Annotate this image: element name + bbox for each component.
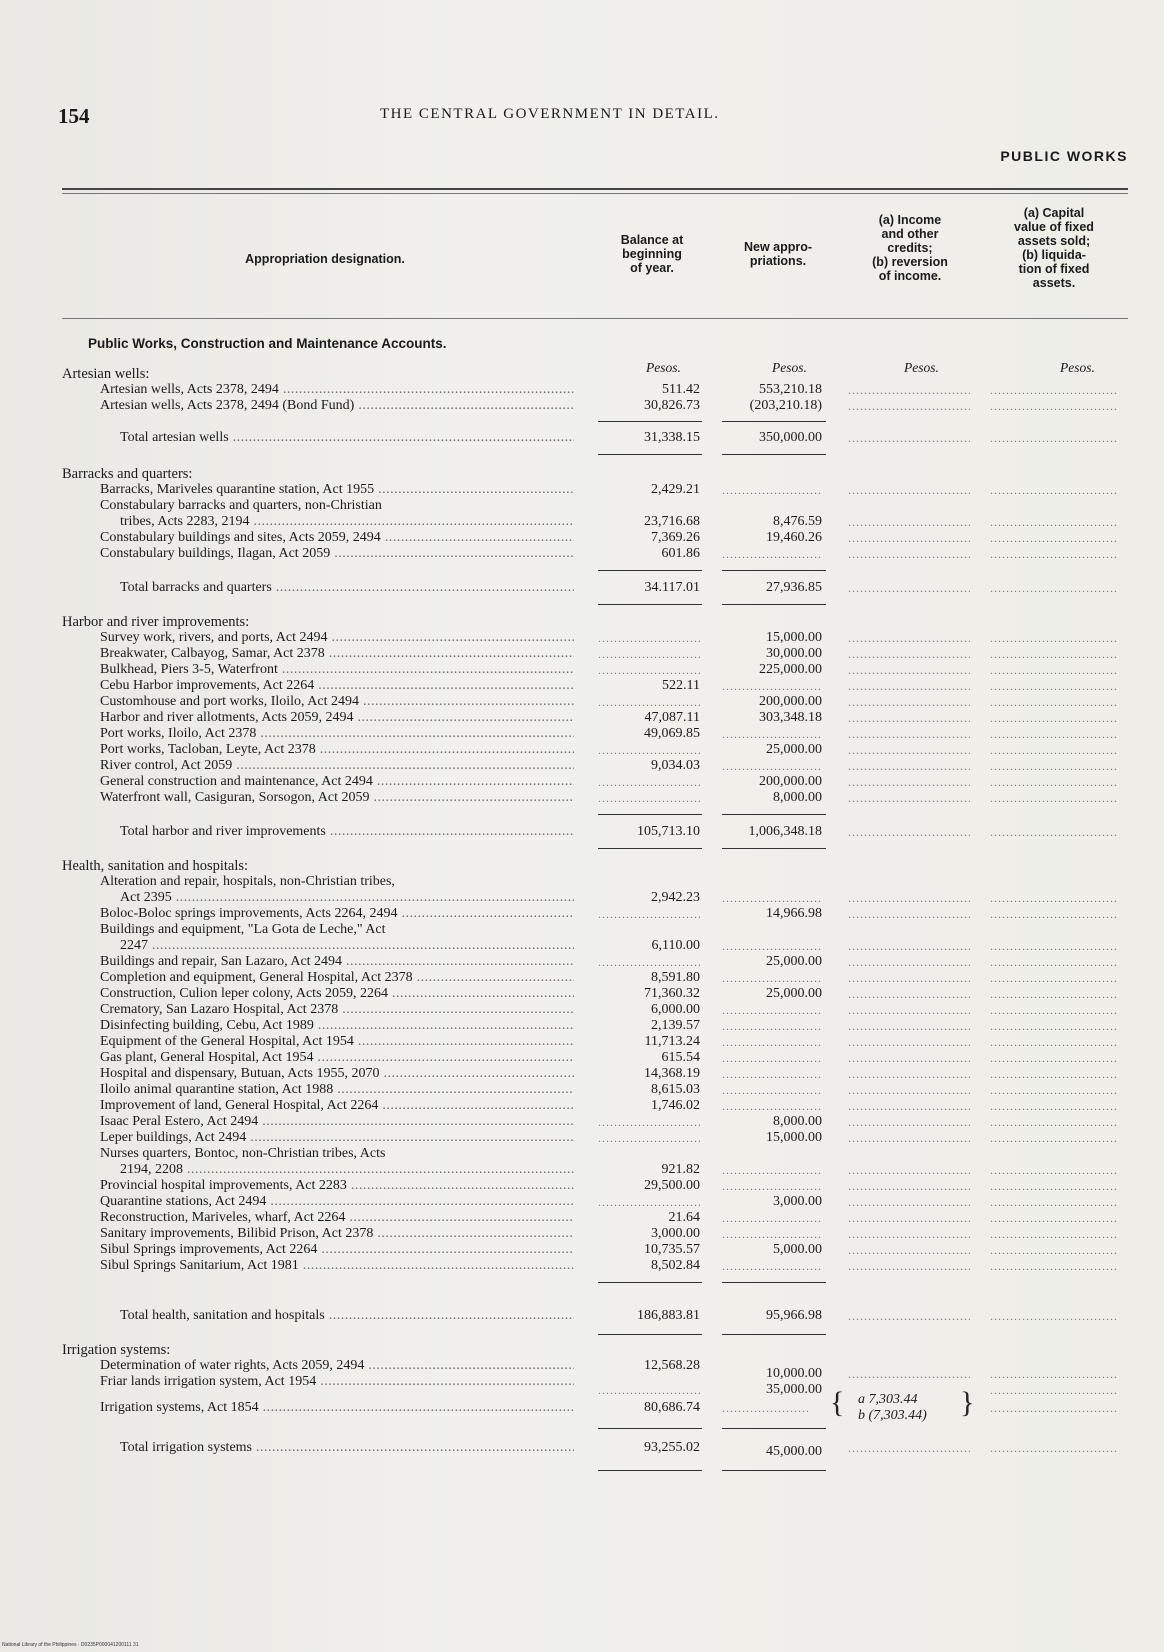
row-balance: 1,746.02 [651,1098,700,1113]
row-new-empty [722,1178,822,1194]
row-new: 25,000.00 [766,954,822,969]
row-label: Artesian wells, Acts 2378, 2494 (Bond Fund) ..... [100,398,574,413]
row-capital-empty [990,1002,1118,1018]
row-capital-empty [990,1130,1118,1146]
total-capital-empty [990,430,1118,446]
total-label: Total harbor and river improvements ..... [120,824,574,839]
sum-rule [598,1282,702,1283]
row-capital-empty [990,1210,1118,1226]
row-income-empty [848,646,970,662]
row-new: 200,000.00 [759,774,822,789]
group-title: Harbor and river improvements: [62,614,250,630]
row-capital-empty [990,382,1118,398]
row-capital-empty [990,546,1118,562]
row-capital-empty [990,938,1118,954]
row-label: Constabulary buildings, Ilagan, Act 2059 ..... [100,546,574,561]
row-label: Waterfront wall, Casiguran, Sorsogon, Act 2059 ..... [100,790,574,805]
row-income-empty [848,1242,970,1258]
row-balance-empty [598,1194,700,1210]
row-label: 2194, 2208 ..... [120,1162,574,1177]
row-balance: 511.42 [662,382,700,397]
header-capital-line: tion of fixed [1018,262,1090,276]
row-income-empty [848,1082,970,1098]
row-label: Buildings and repair, San Lazaro, Act 2494 ..... [100,954,574,969]
row-new: 553,210.18 [759,382,822,397]
row-capital-empty [990,662,1118,678]
row-balance-empty [598,662,700,678]
row-label: Irrigation systems, Act 1854 ..... [100,1400,574,1415]
row-new: 200,000.00 [759,694,822,709]
row-capital-empty [990,1226,1118,1242]
row-new-empty [722,1034,822,1050]
row-income-empty [848,1050,970,1066]
row-label: Sanitary improvements, Bilibid Prison, Act 2378 ..... [100,1226,574,1241]
row-capital-empty [990,1178,1118,1194]
running-title: THE CENTRAL GOVERNMENT IN DETAIL. [380,106,720,122]
row-label: Gas plant, General Hospital, Act 1954 ..... [100,1050,574,1065]
sum-rule [722,814,826,815]
row-label: Friar lands irrigation system, Act 1954 ..... [100,1374,574,1389]
row-label: Reconstruction, Mariveles, wharf, Act 2264 ..... [100,1210,574,1225]
row-balance-empty [598,694,700,710]
row-new: 10,000.00 [766,1366,822,1381]
total-balance: 186,883.81 [637,1308,700,1323]
row-balance: 601.86 [661,546,700,561]
row-capital-empty [990,1082,1118,1098]
row-capital-empty [990,1050,1118,1066]
header-capital-line: assets sold; [1017,234,1091,248]
header-top-rule [62,188,1128,190]
header-income-line: and other [881,227,939,241]
row-income-empty [848,1130,970,1146]
header-capital-line: value of fixed [1014,220,1094,234]
header-top-rule-thin [62,193,1128,194]
row-capital-empty [990,986,1118,1002]
row-balance-empty [598,774,700,790]
row-balance-empty [598,906,700,922]
row-new: 15,000.00 [766,1130,822,1145]
row-balance: 47,087.11 [644,710,700,725]
row-balance-empty [598,1114,700,1130]
row-balance-empty [598,954,700,970]
row-new-empty [722,1258,822,1274]
row-capital-empty [990,1194,1118,1210]
total-rule [722,1334,826,1335]
total-rule [722,454,826,455]
header-income-line: of income. [878,269,942,283]
row-capital-empty [990,1114,1118,1130]
row-label: Boloc-Boloc springs improvements, Acts 2264, 2494 ..... [100,906,574,921]
income-b: b (7,303.44) [858,1408,927,1423]
total-rule [598,848,702,849]
row-new: 8,476.59 [773,514,822,529]
row-label: Port works, Tacloban, Leyte, Act 2378 ..... [100,742,574,757]
row-label: River control, Act 2059 ..... [100,758,574,773]
row-income-empty [848,890,970,906]
row-balance-empty [598,646,700,662]
row-new-empty [722,1082,822,1098]
total-new: 45,000.00 [766,1444,822,1459]
header-balance-line: Balance at [620,233,684,247]
right-brace: } [960,1386,975,1419]
left-brace: { [830,1386,845,1419]
row-income-empty [848,938,970,954]
row-label: Hospital and dispensary, Butuan, Acts 1955, 2070 ..... [100,1066,574,1081]
row-balance: 6,110.00 [651,938,700,953]
header-new-line: New appro- [743,240,813,254]
row-balance: 11,713.24 [644,1034,700,1049]
row-label: Bulkhead, Piers 3-5, Waterfront ..... [100,662,574,677]
row-balance-empty [598,742,700,758]
row-new-empty [722,938,822,954]
row-income-empty [848,774,970,790]
row-income-empty [848,1066,970,1082]
row-balance: 3,000.00 [651,1226,700,1241]
header-capital-line: (a) Capital [1023,206,1085,220]
row-new-empty [722,726,822,742]
row-label: Breakwater, Calbayog, Samar, Act 2378 ..... [100,646,574,661]
row-label: Constabulary buildings and sites, Acts 2059, 2494 ..... [100,530,574,545]
row-income-empty [848,546,970,562]
scan-footer: National Library of the Philippines · D0235P000041200111 31 [2,1642,139,1648]
row-balance: 2,942.23 [651,890,700,905]
group-title: Artesian wells: [62,366,150,382]
row-label: Iloilo animal quarantine station, Act 1988 ..... [100,1082,574,1097]
row-balance: 80,686.74 [644,1400,700,1415]
row-label: Disinfecting building, Cebu, Act 1989 ..... [100,1018,574,1033]
row-balance: 2,139.57 [651,1018,700,1033]
row-income-empty [848,1194,970,1210]
row-balance: 29,500.00 [644,1178,700,1193]
total-new: 27,936.85 [766,580,822,595]
row-new-empty [722,546,822,562]
row-income-empty [848,630,970,646]
row-new: 5,000.00 [773,1242,822,1257]
row-balance: 7,369.26 [651,530,700,545]
row-capital-empty [990,482,1118,498]
row-balance-empty [598,630,700,646]
row-new: 14,966.98 [766,906,822,921]
row-label: tribes, Acts 2283, 2194 ..... [120,514,574,529]
total-balance: 93,255.02 [644,1440,700,1455]
total-label: Total artesian wells ..... [120,430,574,445]
total-label: Total barracks and quarters ..... [120,580,574,595]
row-label: Harbor and river allotments, Acts 2059, 2494 ..... [100,710,574,725]
row-capital-empty [990,514,1118,530]
header-capital-line: (b) liquida- [1022,248,1086,262]
header-new [726,240,830,268]
row-label: Quarantine stations, Act 2494 ..... [100,1194,574,1209]
total-income-empty [848,1440,970,1456]
row-label: Completion and equipment, General Hospital, Act 2378 ..... [100,970,574,985]
row-new: 30,000.00 [766,646,822,661]
row-capital-empty [990,726,1118,742]
total-rule [598,604,702,605]
group-title: Irrigation systems: [62,1342,171,1358]
sum-rule [598,1428,702,1429]
row-label: Act 2395 ..... [120,890,574,905]
row-income-empty [848,758,970,774]
row-capital-empty [990,890,1118,906]
total-capital-empty [990,1440,1118,1456]
unit-income: Pesos. [904,360,939,375]
total-income-empty [848,580,970,596]
row-income-empty [848,530,970,546]
row-capital-empty [990,906,1118,922]
row-label: Leper buildings, Act 2494 ..... [100,1130,574,1145]
row-new-empty [722,1162,822,1178]
header-bottom-rule [62,318,1128,319]
row-balance: 12,568.28 [644,1358,700,1373]
row-new-empty [722,1050,822,1066]
row-capital-empty [990,630,1118,646]
row-capital-empty [990,1098,1118,1114]
row-income-empty [848,790,970,806]
row-label: Constabulary barracks and quarters, non-Christian [100,498,382,513]
row-balance-empty [598,790,700,806]
total-new: 95,966.98 [766,1308,822,1323]
row-income-empty [848,694,970,710]
row-capital-empty [990,646,1118,662]
sum-rule [722,1282,826,1283]
sum-rule [722,570,826,571]
row-income-empty [848,906,970,922]
row-balance: 30,826.73 [644,398,700,413]
row-new-empty [722,1002,822,1018]
row-new: 8,000.00 [773,790,822,805]
total-label: Total irrigation systems ..... [120,1440,574,1455]
row-capital-empty [990,1162,1118,1178]
row-balance: 23,716.68 [644,514,700,529]
sum-rule [722,421,826,422]
row-new: 25,000.00 [766,986,822,1001]
row-income-empty [848,398,970,414]
row-new-empty [722,758,822,774]
row-label: Customhouse and port works, Iloilo, Act 2494 ..... [100,694,574,709]
row-label: Improvement of land, General Hospital, Act 2264 ..... [100,1098,574,1113]
row-new-empty [722,678,822,694]
row-label: Sibul Springs improvements, Act 2264 ..... [100,1242,574,1257]
row-new-empty [722,1066,822,1082]
row-balance-empty [598,1130,700,1146]
total-income-empty [848,1308,970,1324]
row-income-empty [848,970,970,986]
row-income-empty [848,710,970,726]
row-new: 25,000.00 [766,742,822,757]
total-rule [598,454,702,455]
total-rule [598,1470,702,1471]
row-income-empty [848,742,970,758]
total-label: Total health, sanitation and hospitals ..... [120,1308,574,1323]
row-income-empty [848,1178,970,1194]
sum-rule [598,421,702,422]
row-income-empty [848,1258,970,1274]
sum-rule [722,1428,826,1429]
row-label: Sibul Springs Sanitarium, Act 1981 ..... [100,1258,574,1273]
row-new: 35,000.00 [766,1382,822,1397]
row-income-empty [848,1162,970,1178]
group-title: Barracks and quarters: [62,466,193,482]
row-capital-empty [990,1018,1118,1034]
row-new-empty [722,1018,822,1034]
row-label: Port works, Iloilo, Act 2378 ..... [100,726,574,741]
section-title: PUBLIC WORKS [1000,148,1128,164]
income-a: a 7,303.44 [858,1392,918,1407]
sum-rule [598,814,702,815]
row-new: (203,210.18) [749,398,822,413]
row-label: Artesian wells, Acts 2378, 2494 ..... [100,382,574,397]
row-capital-empty [990,678,1118,694]
total-rule [722,604,826,605]
total-rule [722,848,826,849]
row-income-empty [848,382,970,398]
unit-new: Pesos. [772,360,807,375]
total-rule [722,1470,826,1471]
total-new: 350,000.00 [759,430,822,445]
row-capital-empty [990,530,1118,546]
row-income-empty [848,1114,970,1130]
total-income-empty [848,824,970,840]
row-balance: 9,034.03 [651,758,700,773]
row-capital-empty [990,694,1118,710]
unit-balance: Pesos. [646,360,681,375]
row-new: 8,000.00 [773,1114,822,1129]
row-new: 3,000.00 [773,1194,822,1209]
row-income-empty [848,1002,970,1018]
row-label: Determination of water rights, Acts 2059, 2494 ..... [100,1358,574,1373]
row-capital-empty [990,1258,1118,1274]
row-capital-empty [990,1242,1118,1258]
row-capital-empty [990,970,1118,986]
row-capital-empty [990,758,1118,774]
row-label: Equipment of the General Hospital, Act 1954 ..... [100,1034,574,1049]
row-balance: 522.11 [662,678,700,693]
total-capital-empty [990,824,1118,840]
row-income-empty [848,726,970,742]
total-balance: 31,338.15 [644,430,700,445]
header-balance-line: beginning [622,247,682,261]
row-income-empty [848,1226,970,1242]
row-income-empty [848,1098,970,1114]
header-balance [600,233,704,275]
row-new: 225,000.00 [759,662,822,677]
row-income-empty [848,1018,970,1034]
row-new-empty [722,970,822,986]
row-balance: 2,429.21 [651,482,700,497]
row-balance: 71,360.32 [644,986,700,1001]
row-new: 15,000.00 [766,630,822,645]
row-balance: 615.54 [661,1050,700,1065]
row-income-empty [848,1210,970,1226]
header-capital-line: assets. [1032,276,1076,290]
row-label: 2247 ..... [120,938,574,953]
row-capital-empty [990,398,1118,414]
row-new-empty [722,890,822,906]
accounts-heading: Public Works, Construction and Maintenance Accounts. [88,336,447,351]
row-new: 19,460.26 [766,530,822,545]
row-balance: 8,615.03 [651,1082,700,1097]
row-capital-empty [990,1034,1118,1050]
row-label: Cebu Harbor improvements, Act 2264 ..... [100,678,574,693]
row-new-empty [722,1226,822,1242]
row-balance: 6,000.00 [651,1002,700,1017]
row-income-empty [848,1034,970,1050]
header-capital [990,206,1118,290]
row-label: Survey work, rivers, and ports, Act 2494 ..... [100,630,574,645]
row-balance: 14,368.19 [644,1066,700,1081]
total-rule [598,1334,702,1335]
row-label: Nurses quarters, Bontoc, non-Christian tribes, Acts [100,1146,386,1161]
row-label: Construction, Culion leper colony, Acts 2059, 2264 ..... [100,986,574,1001]
row-label: Alteration and repair, hospitals, non-Christian tribes, [100,874,395,889]
row-balance: 8,591.80 [651,970,700,985]
row-label: Isaac Peral Estero, Act 2494 ..... [100,1114,574,1129]
row-capital-empty [990,790,1118,806]
row-new-empty [722,1210,822,1226]
row-balance: 21.64 [668,1210,700,1225]
row-capital-empty [990,954,1118,970]
row-income-empty [848,986,970,1002]
header-income-line: (b) reversion [872,255,948,269]
row-balance: 49,069.85 [644,726,700,741]
row-capital-empty [990,1066,1118,1082]
row-balance: 8,502.84 [651,1258,700,1273]
total-capital-empty [990,580,1118,596]
row-capital-empty [990,774,1118,790]
header-income-line: credits; [887,241,933,255]
row-capital-empty [990,742,1118,758]
row-balance: 921.82 [661,1162,700,1177]
header-new-line: priations. [749,254,807,268]
row-new: 303,348.18 [759,710,822,725]
page-number: 154 [58,104,90,128]
row-income-empty [848,482,970,498]
row-label: Provincial hospital improvements, Act 2283 ..... [100,1178,574,1193]
header-balance-line: of year. [630,261,674,275]
group-title: Health, sanitation and hospitals: [62,858,249,874]
header-designation: Appropriation designation. [245,252,405,266]
total-income-empty [848,430,970,446]
total-balance: 34.117.01 [644,580,700,595]
row-label: Buildings and equipment, "La Gota de Leche," Act [100,922,386,937]
row-balance: 10,735.57 [644,1242,700,1257]
total-capital-empty [990,1308,1118,1324]
unit-capital: Pesos. [1060,360,1095,375]
header-income-line: (a) Income [878,213,942,227]
row-new-empty [722,482,822,498]
total-new: 1,006,348.18 [748,824,822,839]
row-income-empty [848,954,970,970]
row-label: Barracks, Mariveles quarantine station, Act 1955 ..... [100,482,574,497]
row-income-empty [848,662,970,678]
row-new-empty [722,1098,822,1114]
row-capital-empty [990,710,1118,726]
header-income [848,213,972,283]
row-income-empty [848,678,970,694]
row-income-empty [848,514,970,530]
row-label: General construction and maintenance, Act 2494 ..... [100,774,574,789]
sum-rule [598,570,702,571]
total-balance: 105,713.10 [637,824,700,839]
row-label: Crematory, San Lazaro Hospital, Act 2378 ..... [100,1002,574,1017]
